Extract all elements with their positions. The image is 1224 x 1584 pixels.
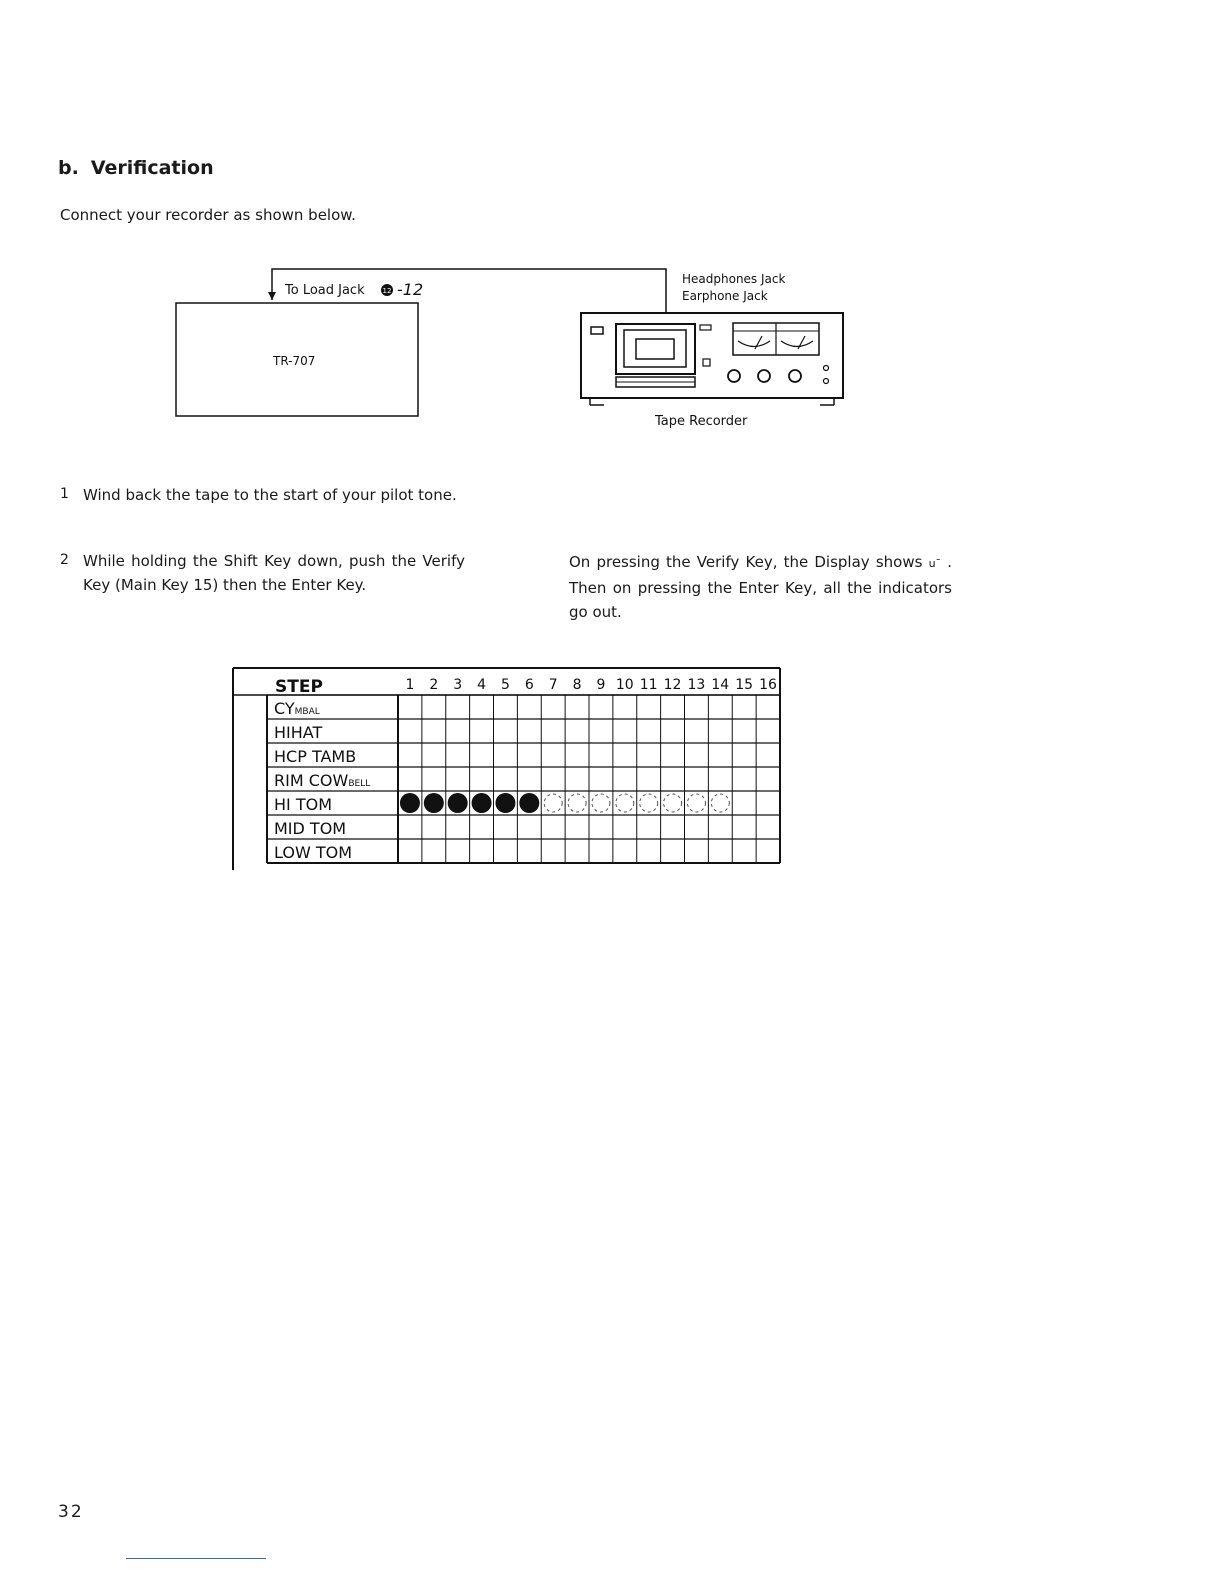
row-label-main: HI TOM bbox=[274, 795, 333, 814]
earphone-jack-label: Earphone Jack bbox=[682, 289, 768, 303]
grid-step-number: 15 bbox=[735, 677, 754, 693]
jack-ref-handwritten: -12 bbox=[397, 280, 424, 299]
step-on-mark bbox=[519, 793, 539, 813]
step-grid bbox=[0, 660, 1224, 870]
device-label: TR-707 bbox=[273, 354, 316, 368]
grid-row-label bbox=[274, 771, 370, 790]
grid-step-number: 1 bbox=[405, 677, 415, 693]
grid-step-number: 3 bbox=[453, 677, 463, 693]
step-2-text: While holding the Shift Key down, push the Verify Key (Main Key 15) then the Enter Key. bbox=[83, 552, 465, 594]
grid-row-labels bbox=[274, 699, 370, 862]
row-label-main: LOW TOM bbox=[274, 843, 353, 862]
tape-recorder-label: Tape Recorder bbox=[655, 414, 748, 429]
grid-step-number: 11 bbox=[639, 677, 658, 693]
step-on-mark bbox=[472, 793, 492, 813]
grid-row-label bbox=[274, 699, 320, 718]
grid-step-number: 2 bbox=[429, 677, 439, 693]
grid-row-label bbox=[274, 723, 322, 742]
step-blink-mark bbox=[640, 794, 658, 812]
jack-number: 12 bbox=[382, 287, 392, 295]
row-label-main: MID TOM bbox=[274, 819, 347, 838]
grid-step-number: 14 bbox=[711, 677, 730, 693]
step-1-number: 1 bbox=[60, 486, 69, 502]
cable-arrow-icon bbox=[268, 292, 276, 300]
grid-step-number: 9 bbox=[596, 677, 606, 693]
step-blink-mark bbox=[568, 794, 586, 812]
load-jack-label: To Load Jack bbox=[285, 283, 365, 298]
display-glyph: uˉ bbox=[928, 557, 942, 570]
grid-step-number: 5 bbox=[500, 677, 510, 693]
grid-step-number: 16 bbox=[759, 677, 777, 693]
step-on-mark bbox=[424, 793, 444, 813]
step-1-text: Wind back the tape to the start of your pilot tone. bbox=[83, 486, 457, 504]
step-2-number: 2 bbox=[60, 552, 69, 568]
bottom-rule bbox=[126, 1558, 266, 1559]
step-blink-mark bbox=[544, 794, 562, 812]
step-blink-mark bbox=[592, 794, 610, 812]
connection-diagram bbox=[0, 0, 1224, 450]
row-label-main: CY bbox=[274, 699, 295, 718]
grid-step-numbers bbox=[405, 677, 777, 693]
grid-row-label bbox=[274, 819, 346, 838]
row-label-sub: MBAL bbox=[294, 707, 320, 717]
step-blink-mark bbox=[711, 794, 729, 812]
intro-text: Connect your recorder as shown below. bbox=[60, 206, 356, 224]
row-label-main: HIHAT bbox=[274, 723, 323, 742]
tape-recorder-icon bbox=[581, 313, 843, 405]
step-on-mark bbox=[400, 793, 420, 813]
result-text bbox=[569, 550, 952, 624]
step-on-mark bbox=[448, 793, 468, 813]
grid-step-number: 13 bbox=[687, 677, 706, 693]
row-label-main: RIM COW bbox=[274, 771, 349, 790]
step-blink-mark bbox=[616, 794, 634, 812]
result-pre: On pressing the Verify Key, the Display shows bbox=[569, 553, 923, 571]
grid-step-number: 6 bbox=[524, 677, 534, 693]
row-label-main: HCP TAMB bbox=[274, 747, 357, 766]
headphones-jack-label: Headphones Jack bbox=[682, 272, 786, 286]
grid-step-header: STEP bbox=[275, 677, 323, 697]
step-blink-mark bbox=[664, 794, 682, 812]
grid-row-label bbox=[274, 843, 352, 862]
grid-step-number: 12 bbox=[663, 677, 682, 693]
grid-row-label bbox=[274, 747, 356, 766]
page-number: 32 bbox=[58, 1502, 84, 1522]
grid-step-number: 7 bbox=[548, 677, 558, 693]
grid-row-label bbox=[274, 795, 332, 814]
step-blink-mark bbox=[687, 794, 705, 812]
grid-lines bbox=[233, 668, 780, 870]
section-title: Verification bbox=[90, 157, 214, 179]
step-on-mark bbox=[495, 793, 515, 813]
grid-step-number: 8 bbox=[572, 677, 582, 693]
result-post: . Then on pressing the Enter Key, all the indicators go out. bbox=[569, 553, 952, 621]
row-label-sub: BELL bbox=[348, 779, 371, 789]
section-label: b. bbox=[58, 157, 79, 179]
grid-step-number: 4 bbox=[477, 677, 487, 693]
grid-step-number: 10 bbox=[615, 677, 634, 693]
